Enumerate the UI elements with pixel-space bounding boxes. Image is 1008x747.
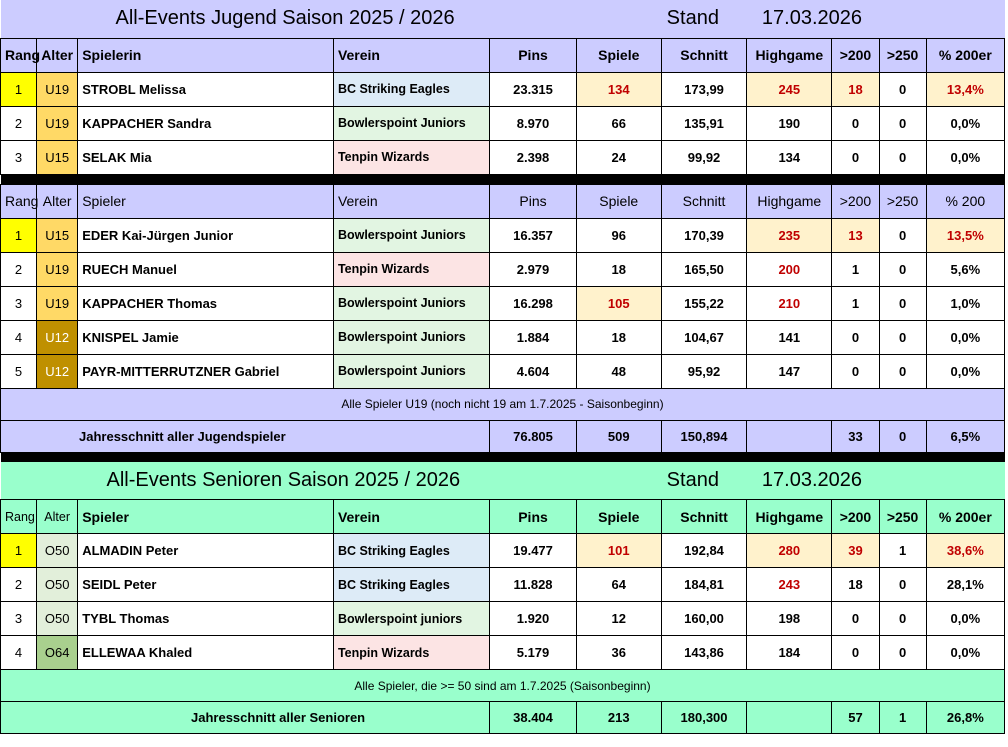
highgame-cell: 210 [747, 286, 832, 320]
col-pct200: % 200 [926, 184, 1004, 218]
club-cell: BC Striking Eagles [333, 534, 489, 568]
over200-cell: 18 [832, 568, 879, 602]
pct-cell: 0,0% [926, 354, 1004, 388]
summary-games: 213 [576, 702, 661, 734]
player-name: TYBL Thomas [78, 602, 334, 636]
club-cell: Bowlerspoint juniors [333, 602, 489, 636]
age-cell: O50 [37, 568, 78, 602]
jugend-female-header [1, 38, 1005, 72]
table-row [1, 218, 1005, 252]
over200-cell: 39 [832, 534, 879, 568]
rank-cell: 2 [1, 106, 37, 140]
pct-cell: 13,5% [926, 218, 1004, 252]
summary-over250: 0 [879, 420, 926, 452]
table-row [1, 320, 1005, 354]
rank-cell: 1 [1, 218, 37, 252]
over250-cell: 0 [879, 568, 926, 602]
jugend-note-row [1, 388, 1005, 420]
pct-cell: 0,0% [926, 140, 1004, 174]
games-cell: 96 [576, 218, 661, 252]
pins-cell: 23.315 [490, 72, 576, 106]
rank-cell: 2 [1, 568, 37, 602]
over250-cell: 0 [879, 72, 926, 106]
age-cell: O50 [37, 534, 78, 568]
games-cell: 12 [576, 602, 661, 636]
jugend-title-row [1, 0, 1005, 38]
col-pct200: % 200er [926, 500, 1004, 534]
table-row [1, 140, 1005, 174]
over200-cell: 13 [832, 218, 879, 252]
player-name: EDER Kai-Jürgen Junior [78, 218, 334, 252]
summary-pins: 38.404 [490, 702, 576, 734]
rank-cell: 4 [1, 636, 37, 670]
summary-empty [747, 702, 832, 734]
avg-cell: 99,92 [661, 140, 746, 174]
col-spiele: Spiele [576, 500, 661, 534]
pct-cell: 0,0% [926, 320, 1004, 354]
pins-cell: 5.179 [490, 636, 576, 670]
over250-cell: 0 [879, 218, 926, 252]
club-cell: Tenpin Wizards [333, 252, 489, 286]
col-spielerin: Spielerin [78, 38, 334, 72]
over250-cell: 0 [879, 636, 926, 670]
table-row [1, 72, 1005, 106]
highgame-cell: 235 [747, 218, 832, 252]
games-cell: 18 [576, 252, 661, 286]
highgame-cell: 190 [747, 106, 832, 140]
table-row [1, 602, 1005, 636]
games-cell: 18 [576, 320, 661, 354]
club-cell: Tenpin Wizards [333, 140, 489, 174]
senioren-header [1, 500, 1005, 534]
table-row [1, 636, 1005, 670]
highgame-cell: 245 [747, 72, 832, 106]
table-row [1, 354, 1005, 388]
pins-cell: 8.970 [490, 106, 576, 140]
pct-cell: 0,0% [926, 636, 1004, 670]
avg-cell: 135,91 [661, 106, 746, 140]
section-divider [1, 452, 1005, 462]
over200-cell: 1 [832, 252, 879, 286]
col-spieler: Spieler [78, 500, 334, 534]
col-pins: Pins [490, 184, 576, 218]
over250-cell: 0 [879, 354, 926, 388]
col-verein: Verein [333, 184, 489, 218]
avg-cell: 170,39 [661, 218, 746, 252]
rank-cell: 2 [1, 252, 37, 286]
avg-cell: 155,22 [661, 286, 746, 320]
highgame-cell: 134 [747, 140, 832, 174]
over250-cell: 0 [879, 602, 926, 636]
player-name: KAPPACHER Sandra [78, 106, 334, 140]
summary-pct: 6,5% [926, 420, 1004, 452]
jugend-note: Alle Spieler U19 (noch nicht 19 am 1.7.2025 - Saisonbeginn) [1, 388, 1005, 420]
pins-cell: 16.298 [490, 286, 576, 320]
games-cell: 24 [576, 140, 661, 174]
col-rang: Rang [1, 500, 37, 534]
over250-cell: 1 [879, 534, 926, 568]
over200-cell: 0 [832, 320, 879, 354]
col-alter: Alter [37, 38, 78, 72]
pct-cell: 5,6% [926, 252, 1004, 286]
col-spieler: Spieler [78, 184, 334, 218]
club-cell: BC Striking Eagles [333, 72, 489, 106]
games-cell: 36 [576, 636, 661, 670]
games-cell: 64 [576, 568, 661, 602]
rank-cell: 3 [1, 140, 37, 174]
rank-cell: 4 [1, 320, 37, 354]
pct-cell: 28,1% [926, 568, 1004, 602]
player-name: ELLEWAA Khaled [78, 636, 334, 670]
col-spiele: Spiele [576, 38, 661, 72]
table-row [1, 106, 1005, 140]
club-cell: Bowlerspoint Juniors [333, 286, 489, 320]
col-highgame: Highgame [747, 500, 832, 534]
over200-cell: 0 [832, 354, 879, 388]
pins-cell: 1.920 [490, 602, 576, 636]
highgame-cell: 200 [747, 252, 832, 286]
player-name: PAYR-MITTERRUTZNER Gabriel [78, 354, 334, 388]
col-pins: Pins [490, 38, 576, 72]
avg-cell: 104,67 [661, 320, 746, 354]
pct-cell: 38,6% [926, 534, 1004, 568]
table-row [1, 286, 1005, 320]
games-cell: 66 [576, 106, 661, 140]
senioren-date: 17.03.2026 [761, 468, 863, 491]
age-cell: U19 [37, 72, 78, 106]
table-row [1, 534, 1005, 568]
games-cell: 48 [576, 354, 661, 388]
col-pins: Pins [490, 500, 576, 534]
col-rang: Rang [1, 184, 37, 218]
over250-cell: 0 [879, 286, 926, 320]
pins-cell: 16.357 [490, 218, 576, 252]
summary-games: 509 [576, 420, 661, 452]
jugend-summary-row [1, 420, 1005, 452]
age-cell: U15 [37, 218, 78, 252]
avg-cell: 160,00 [661, 602, 746, 636]
highgame-cell: 184 [747, 636, 832, 670]
over250-cell: 0 [879, 252, 926, 286]
col-over250: >250 [879, 184, 926, 218]
col-verein: Verein [333, 38, 489, 72]
games-cell: 134 [576, 72, 661, 106]
summary-over250: 1 [879, 702, 926, 734]
summary-pins: 76.805 [490, 420, 576, 452]
highgame-cell: 280 [747, 534, 832, 568]
player-name: STROBL Melissa [78, 72, 334, 106]
jugend-stand-label: Stand [666, 7, 719, 30]
avg-cell: 165,50 [661, 252, 746, 286]
highgame-cell: 198 [747, 602, 832, 636]
age-cell: O50 [37, 602, 78, 636]
over250-cell: 0 [879, 140, 926, 174]
col-alter: Alter [37, 500, 78, 534]
over200-cell: 1 [832, 286, 879, 320]
col-highgame: Highgame [747, 38, 832, 72]
games-cell: 101 [576, 534, 661, 568]
table-row [1, 252, 1005, 286]
rank-cell: 5 [1, 354, 37, 388]
col-schnitt: Schnitt [661, 38, 746, 72]
over200-cell: 0 [832, 106, 879, 140]
club-cell: BC Striking Eagles [333, 568, 489, 602]
avg-cell: 173,99 [661, 72, 746, 106]
avg-cell: 95,92 [661, 354, 746, 388]
age-cell: U15 [37, 140, 78, 174]
rank-cell: 3 [1, 602, 37, 636]
over200-cell: 0 [832, 602, 879, 636]
senioren-summary-row [1, 702, 1005, 734]
col-spiele: Spiele [576, 184, 661, 218]
table-row [1, 568, 1005, 602]
col-schnitt: Schnitt [661, 500, 746, 534]
pct-cell: 13,4% [926, 72, 1004, 106]
col-verein: Verein [333, 500, 489, 534]
club-cell: Tenpin Wizards [333, 636, 489, 670]
summary-avg: 180,300 [661, 702, 746, 734]
senioren-note: Alle Spieler, die >= 50 sind am 1.7.2025 (Saisonbeginn) [1, 670, 1005, 702]
section-divider [1, 174, 1005, 184]
pins-cell: 2.979 [490, 252, 576, 286]
over200-cell: 0 [832, 140, 879, 174]
pins-cell: 4.604 [490, 354, 576, 388]
summary-empty [747, 420, 832, 452]
pins-cell: 1.884 [490, 320, 576, 354]
pins-cell: 2.398 [490, 140, 576, 174]
games-cell: 105 [576, 286, 661, 320]
age-cell: U12 [37, 320, 78, 354]
age-cell: U19 [37, 286, 78, 320]
pct-cell: 0,0% [926, 106, 1004, 140]
col-pct200: % 200er [926, 38, 1004, 72]
senioren-note-row [1, 670, 1005, 702]
col-alter: Alter [37, 184, 78, 218]
over200-cell: 18 [832, 72, 879, 106]
senioren-stand-label: Stand [666, 468, 719, 491]
club-cell: Bowlerspoint Juniors [333, 354, 489, 388]
player-name: KAPPACHER Thomas [78, 286, 334, 320]
player-name: KNISPEL Jamie [78, 320, 334, 354]
over250-cell: 0 [879, 106, 926, 140]
player-name: RUECH Manuel [78, 252, 334, 286]
highgame-cell: 147 [747, 354, 832, 388]
age-cell: O64 [37, 636, 78, 670]
highgame-cell: 243 [747, 568, 832, 602]
col-over250: >250 [879, 500, 926, 534]
summary-over200: 57 [832, 702, 879, 734]
jugend-male-header [1, 184, 1005, 218]
summary-pct: 26,8% [926, 702, 1004, 734]
summary-label: Jahresschnitt aller Senioren [1, 702, 490, 734]
rank-cell: 1 [1, 72, 37, 106]
club-cell: Bowlerspoint Juniors [333, 106, 489, 140]
player-name: SEIDL Peter [78, 568, 334, 602]
club-cell: Bowlerspoint Juniors [333, 320, 489, 354]
pins-cell: 11.828 [490, 568, 576, 602]
summary-over200: 33 [832, 420, 879, 452]
summary-avg: 150,894 [661, 420, 746, 452]
player-name: ALMADIN Peter [78, 534, 334, 568]
col-rang: Rang [1, 38, 37, 72]
col-over200: >200 [832, 184, 879, 218]
highgame-cell: 141 [747, 320, 832, 354]
senioren-title-row [1, 462, 1005, 500]
age-cell: U19 [37, 106, 78, 140]
club-cell: Bowlerspoint Juniors [333, 218, 489, 252]
avg-cell: 143,86 [661, 636, 746, 670]
avg-cell: 192,84 [661, 534, 746, 568]
col-schnitt: Schnitt [661, 184, 746, 218]
pins-cell: 19.477 [490, 534, 576, 568]
jugend-date: 17.03.2026 [761, 7, 863, 30]
avg-cell: 184,81 [661, 568, 746, 602]
rank-cell: 1 [1, 534, 37, 568]
col-over250: >250 [879, 38, 926, 72]
senioren-title: All-Events Senioren Saison 2025 / 2026 [106, 468, 461, 491]
col-over200: >200 [832, 38, 879, 72]
over250-cell: 0 [879, 320, 926, 354]
pct-cell: 1,0% [926, 286, 1004, 320]
col-over200: >200 [832, 500, 879, 534]
col-highgame: Highgame [747, 184, 832, 218]
player-name: SELAK Mia [78, 140, 334, 174]
age-cell: U12 [37, 354, 78, 388]
over200-cell: 0 [832, 636, 879, 670]
rank-cell: 3 [1, 286, 37, 320]
summary-label: Jahresschnitt aller Jugendspieler [1, 420, 490, 452]
pct-cell: 0,0% [926, 602, 1004, 636]
age-cell: U19 [37, 252, 78, 286]
jugend-title: All-Events Jugend Saison 2025 / 2026 [115, 7, 455, 30]
